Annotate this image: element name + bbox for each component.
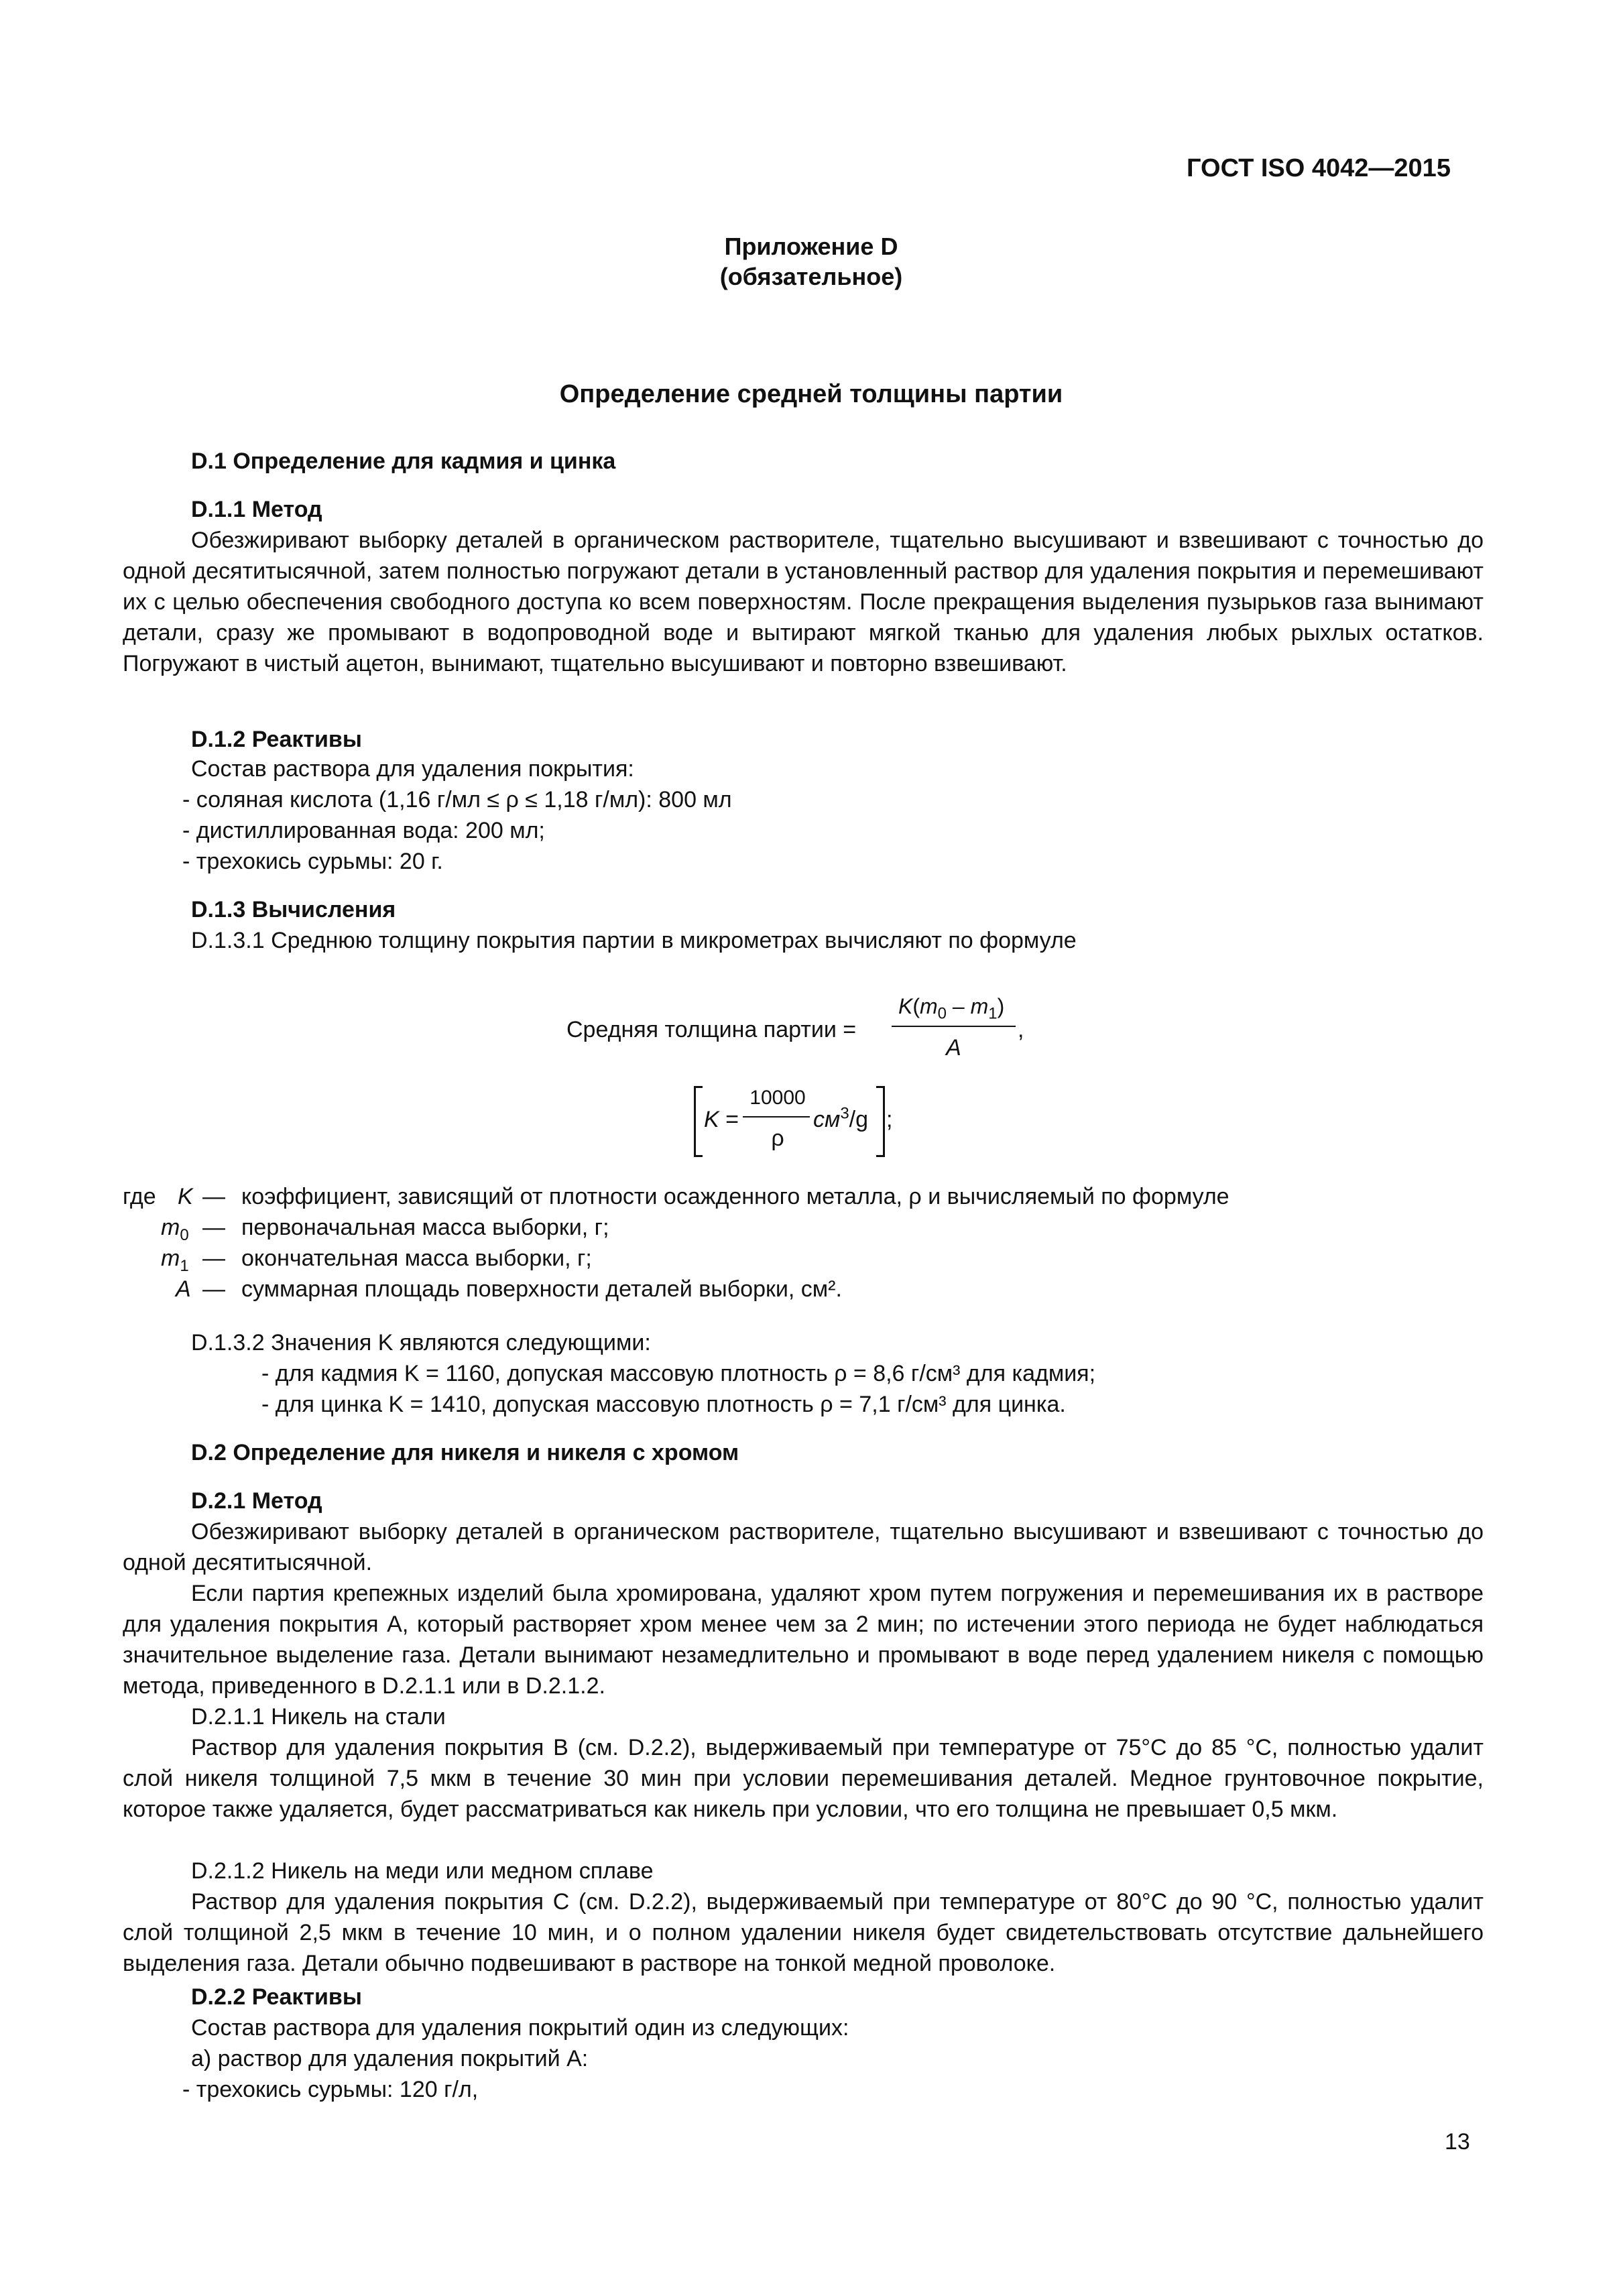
reagent-item: - трехокись сурьмы: 20 г. [182, 849, 443, 874]
solution-a-label: а) раствор для удаления покрытий А: [191, 2046, 589, 2071]
subscript: 0 [937, 1004, 947, 1023]
def-dash: — [202, 1246, 225, 1271]
fraction-bar [743, 1116, 810, 1117]
section-d21-p2: Если партия крепежных изделий была хромирована, удаляют хром путем погружения и перемешивания их в растворе для удаления покрытия А, который растворяет хром менее чем за 2 мин; по истечении этого периода не будет наблюдаться значительное выделение газа. Детали вынимают незамедлительно и промывают в воде перед удалением никеля с помощью метода, приведенного в D.2.1.1 или в D.2.1.2. [123, 1581, 1484, 1699]
section-d12-heading: D.1.2 Реактивы [191, 727, 362, 752]
bracket-right [876, 1086, 885, 1157]
document-code: ГОСТ ISO 4042—2015 [1187, 154, 1451, 182]
k-denominator: ρ [771, 1126, 784, 1151]
annex-status: (обязательное) [719, 263, 903, 290]
k-unit [813, 1104, 868, 1135]
def-symbol: A [176, 1276, 191, 1302]
section-d212-title: D.2.1.2 Никель на меди или медном сплаве [191, 1858, 654, 1884]
def-dash: — [202, 1276, 225, 1302]
formula-denominator: A [946, 1035, 961, 1061]
def-symbol: $m_1$ [161, 1246, 189, 1275]
k-value-item: - для кадмия K = 1160, допуская массовую плотность ρ = 8,6 г/см³ для кадмия; [261, 1361, 1096, 1386]
section-d2-heading: D.2 Определение для никеля и никеля с хромом [191, 1440, 739, 1465]
def-text: коэффициент, зависящий от плотности осажденного металла, ρ и вычисляемый по формуле [241, 1184, 1229, 1209]
fraction-bar [892, 1026, 1016, 1027]
unit-cm: см [813, 1107, 841, 1132]
paren: ) [997, 994, 1005, 1018]
formula-k-label [704, 1104, 739, 1135]
section-d13-heading: D.1.3 Вычисления [191, 897, 396, 922]
section-d212-text: Раствор для удаления покрытия С (см. D.2.2), выдерживаемый при температуре от 80°С до 90 °С, полностью удалит слой толщиной 2,5 мкм в течение 10 мин, и о полном удалении никеля будет свидетельствовать отсутствие дальнейшего выделения газа. Детали обычно подвешивают в растворе на тонкой медной проволоке. [123, 1889, 1484, 1976]
equals-sign: = [719, 1107, 739, 1132]
k-numerator: 10000 [749, 1087, 806, 1109]
symbol-m: m [920, 994, 938, 1018]
k-value-item: - для цинка K = 1410, допуская массовую плотность ρ = 7,1 г/см³ для цинка. [261, 1392, 1066, 1417]
def-text: суммарная площадь поверхности деталей выборки, см². [241, 1276, 842, 1302]
reagent-item: - дистиллированная вода: 200 мл; [182, 818, 545, 843]
paren: ( [912, 994, 920, 1018]
formula-lhs: Средняя толщина партии = [566, 1017, 857, 1042]
symbol-m: m [970, 994, 989, 1018]
minus-sign: – [947, 994, 971, 1018]
def-dash: — [202, 1184, 225, 1209]
page-number: 13 [1445, 2129, 1470, 2155]
def-symbol: K [178, 1184, 193, 1209]
annex-title: Приложение D [724, 233, 898, 260]
formula-semicolon: ; [886, 1107, 893, 1132]
section-d21-heading: D.2.1 Метод [191, 1488, 322, 1514]
def-symbol: $m_0$ [161, 1215, 189, 1244]
section-d131-text: D.1.3.1 Среднюю толщину покрытия партии в микрометрах вычисляют по формуле [191, 928, 1077, 953]
section-d21-p1: Обезжиривают выборку деталей в органическом растворителе, тщательно высушивают и взвешивают с точностью до одной десятитысячной. [123, 1519, 1484, 1575]
page-title: Определение средней толщины партии [559, 380, 1063, 408]
section-d11-text: Обезжиривают выборку деталей в органическом растворителе, тщательно высушивают и взвешивают с точностью до одной десятитысячной, затем полностью погружают детали в установленный раствор для удаления покрытия и перемешивают их с целью обеспечения свободного доступа ко всем поверхностям. После прекращения выделения пузырьков газа вынимают детали, сразу же промывают в водопроводной воде и вытирают мягкой тканью для удаления любых рыхлых остатков. Погружают в чистый ацетон, вынимают, тщательно высушивают и повторно взвешивают. [123, 528, 1484, 676]
symbol-k: K [898, 994, 913, 1018]
subscript: 1 [988, 1004, 998, 1023]
bracket-left [694, 1086, 703, 1157]
reagent-item: - трехокись сурьмы: 120 г/л, [182, 2077, 479, 2102]
section-d132-text: D.1.3.2 Значения K являются следующими: [191, 1330, 651, 1355]
symbol-k: K [704, 1107, 719, 1132]
section-d211-text: Раствор для удаления покрытия В (см. D.2.2), выдерживаемый при температуре от 75°С до 85 °С, полностью удалит слой никеля толщиной 7,5 мкм в течение 30 мин при условии перемешивания деталей. Медное грунтовочное покрытие, которое также удаляется, будет рассматриваться как никель при условии, что его толщина не превышает 0,5 мкм. [123, 1735, 1484, 1822]
where-label: где [123, 1184, 156, 1209]
formula-comma: , [1018, 1017, 1024, 1042]
section-d211-title: D.2.1.1 Никель на стали [191, 1704, 446, 1730]
section-d1-heading: D.1 Определение для кадмия и цинка [191, 448, 616, 474]
section-d22-heading: D.2.2 Реактивы [191, 1984, 362, 2010]
def-text: первоначальная масса выборки, г; [241, 1215, 609, 1240]
reagents-intro: Состав раствора для удаления покрытий один из следующих: [191, 2015, 849, 2041]
reagent-item: - соляная кислота (1,16 г/мл ≤ ρ ≤ 1,18 г/мл): 800 мл [182, 787, 732, 812]
def-text: окончательная масса выборки, г; [241, 1246, 592, 1271]
superscript: 3 [840, 1104, 849, 1123]
def-dash: — [202, 1215, 225, 1240]
section-d11-heading: D.1.1 Метод [191, 497, 322, 522]
unit-tail: /g [849, 1107, 869, 1132]
formula-numerator [898, 991, 1004, 1022]
reagents-intro: Состав раствора для удаления покрытия: [191, 756, 634, 782]
